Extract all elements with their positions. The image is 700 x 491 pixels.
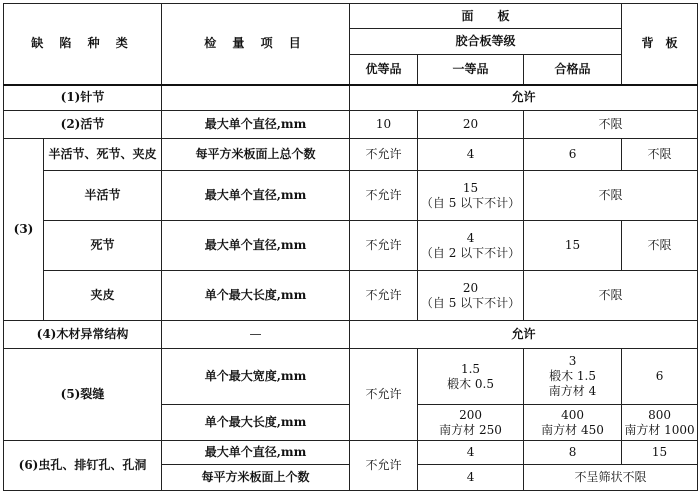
row-crack-width-qualified bbox=[524, 349, 622, 405]
row-crack-width-first-value: 1.5 bbox=[460, 361, 481, 376]
row-crack-length-back-value: 800 bbox=[648, 407, 671, 422]
row-combined-qualified: 6 bbox=[524, 139, 622, 171]
row-crack-length-first-southern: 南方材 250 bbox=[439, 422, 502, 437]
row-bark-pocket-item: 单个最大长度,mm bbox=[162, 271, 350, 321]
header-grade-excellent: 优等品 bbox=[350, 55, 418, 85]
row-crack-length-back-southern: 南方材 1000 bbox=[624, 422, 695, 437]
row-bark-pocket-first bbox=[418, 271, 524, 321]
row-semi-live-first bbox=[418, 171, 524, 221]
row-semi-live-excellent: 不允许 bbox=[350, 171, 418, 221]
header-face-panel: 面 板 bbox=[350, 4, 622, 29]
row-crack-length-qualified-value: 400 bbox=[561, 407, 584, 422]
header-back-panel: 背 板 bbox=[622, 4, 698, 85]
row-semi-live-qualified-back: 不限 bbox=[524, 171, 698, 221]
row-live-knot-qualified: 不限 bbox=[524, 111, 698, 139]
row-live-knot-item: 最大单个直径,mm bbox=[162, 111, 350, 139]
row-combined-label: 半活节、死节、夹皮 bbox=[44, 139, 162, 171]
row-crack-width-qualified-value: 3 bbox=[568, 354, 577, 368]
row-crack-length-item: 单个最大长度,mm bbox=[162, 405, 350, 441]
row-holes-count-first: 4 bbox=[418, 465, 524, 491]
row-pin-knot-value: 允许 bbox=[350, 85, 698, 111]
row-crack-label: (5)裂缝 bbox=[4, 349, 162, 441]
row-crack-width-first-basswood: 椴木 0.5 bbox=[447, 376, 494, 391]
row-abnormal-value: 允许 bbox=[350, 321, 698, 349]
row-crack-length-back bbox=[622, 405, 698, 441]
row-abnormal-item: — bbox=[162, 321, 350, 349]
row-bark-pocket-first-note: （自 5 以下不计） bbox=[420, 295, 521, 310]
row-semi-live-item: 最大单个直径,mm bbox=[162, 171, 350, 221]
row-dead-knot-excellent: 不允许 bbox=[350, 221, 418, 271]
row-semi-live-first-value: 15 bbox=[462, 180, 479, 195]
row-dead-knot-qualified: 15 bbox=[524, 221, 622, 271]
row-dead-knot-first-note: （自 2 以下不计） bbox=[420, 245, 521, 260]
row-pin-knot-label: (1)针节 bbox=[4, 85, 162, 111]
row-combined-excellent: 不允许 bbox=[350, 139, 418, 171]
row-holes-excellent: 不允许 bbox=[350, 441, 418, 491]
row-live-knot-excellent: 10 bbox=[350, 111, 418, 139]
row-bark-pocket-qualified-back: 不限 bbox=[524, 271, 698, 321]
row-crack-width-qualified-basswood: 椴木 1.5 bbox=[549, 369, 596, 383]
row-combined-back: 不限 bbox=[622, 139, 698, 171]
row-crack-width-first bbox=[418, 349, 524, 405]
row-dead-knot-first bbox=[418, 221, 524, 271]
row-holes-count-item: 每平方米板面上个数 bbox=[162, 465, 350, 491]
row-bark-pocket-first-value: 20 bbox=[462, 280, 479, 295]
row-crack-length-first bbox=[418, 405, 524, 441]
row-abnormal-label: (4)木材异常结构 bbox=[4, 321, 162, 349]
row-combined-item: 每平方米板面上总个数 bbox=[162, 139, 350, 171]
row-holes-diameter-back: 15 bbox=[622, 441, 698, 465]
row-crack-width-qualified-southern: 南方材 4 bbox=[548, 384, 597, 398]
row-dead-knot-first-value: 4 bbox=[466, 230, 475, 245]
row-live-knot-first: 20 bbox=[418, 111, 524, 139]
row-semi-live-label: 半活节 bbox=[44, 171, 162, 221]
row-dead-knot-item: 最大单个直径,mm bbox=[162, 221, 350, 271]
row-bark-pocket-label: 夹皮 bbox=[44, 271, 162, 321]
header-inspection-item: 检 量 项 目 bbox=[162, 4, 350, 85]
row-bark-pocket-excellent: 不允许 bbox=[350, 271, 418, 321]
header-plywood-grade: 胶合板等级 bbox=[350, 29, 622, 55]
row-dead-knot-label: 死节 bbox=[44, 221, 162, 271]
row-combined-first: 4 bbox=[418, 139, 524, 171]
row-holes-label: (6)虫孔、排钉孔、孔洞 bbox=[4, 441, 162, 491]
row-group3-label: (3) bbox=[4, 139, 44, 321]
row-crack-width-back: 6 bbox=[622, 349, 698, 405]
row-live-knot-label: (2)活节 bbox=[4, 111, 162, 139]
row-crack-width-item: 单个最大宽度,mm bbox=[162, 349, 350, 405]
row-holes-diameter-first: 4 bbox=[418, 441, 524, 465]
row-semi-live-first-note: （自 5 以下不计） bbox=[420, 195, 521, 210]
defect-grading-table bbox=[3, 3, 698, 491]
row-holes-count-qualified-back: 不呈筛状不限 bbox=[524, 465, 698, 491]
header-grade-first: 一等品 bbox=[418, 55, 524, 85]
header-grade-qualified: 合格品 bbox=[524, 55, 622, 85]
row-crack-excellent: 不允许 bbox=[350, 349, 418, 441]
row-crack-length-qualified bbox=[524, 405, 622, 441]
row-dead-knot-back: 不限 bbox=[622, 221, 698, 271]
row-holes-diameter-qualified: 8 bbox=[524, 441, 622, 465]
row-crack-length-qualified-southern: 南方材 450 bbox=[541, 422, 604, 437]
row-pin-knot-item bbox=[162, 85, 350, 111]
row-crack-length-first-value: 200 bbox=[459, 407, 482, 422]
header-defect-type: 缺 陷 种 类 bbox=[4, 4, 162, 85]
row-holes-diameter-item: 最大单个直径,mm bbox=[162, 441, 350, 465]
